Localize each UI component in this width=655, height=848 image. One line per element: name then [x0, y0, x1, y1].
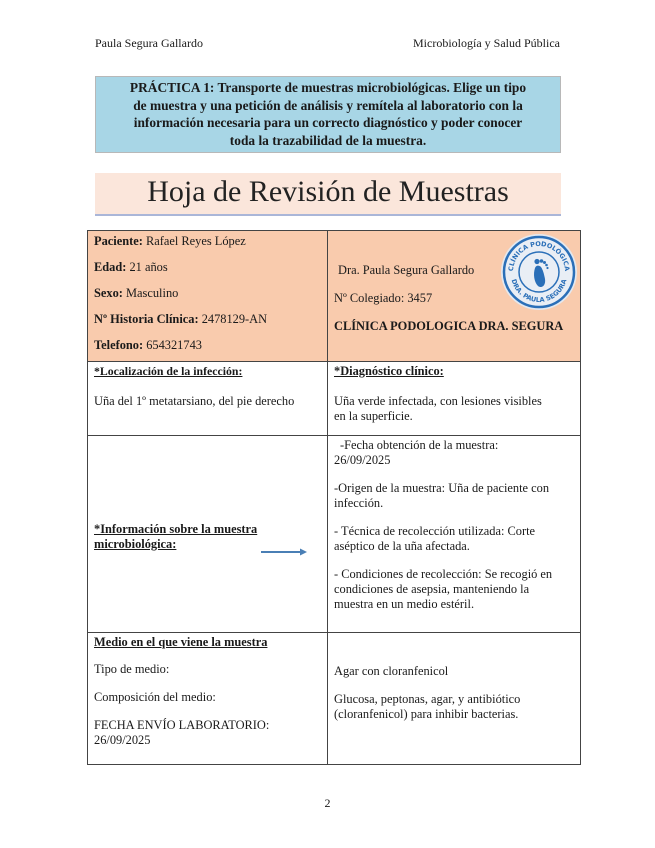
sample-origin-line: infección. — [334, 496, 384, 510]
diagnosis-line: Uña verde infectada, con lesiones visibles — [334, 394, 542, 408]
medium-values-cell — [328, 633, 581, 765]
location-value: Uña del 1º metatarsiano, del pie derecho — [94, 394, 295, 408]
page-title: Hoja de Revisión de Muestras — [147, 175, 509, 208]
colegiado-number: Nº Colegiado: 3457 — [334, 291, 433, 305]
patient-name: Rafael Reyes López — [142, 234, 246, 248]
diagnosis-cell — [328, 362, 581, 436]
clinic-cell — [328, 231, 581, 362]
sample-technique-line: - Técnica de recolección utilizada: Corte — [334, 524, 536, 538]
medium-composition-line: (cloranfenicol) para inhibir bacterias. — [334, 707, 519, 721]
medium-labels-cell — [88, 633, 328, 765]
practica-line: información necesaria para un correcto diagnóstico y poder conocer — [133, 115, 523, 130]
sex-label: Sexo: — [94, 286, 123, 300]
header-author: Paula Segura Gallardo — [95, 36, 203, 50]
sample-label-cell — [88, 436, 328, 633]
practica-line: toda la trazabilidad de la muestra. — [229, 132, 427, 148]
sample-technique-line: aséptico de la uña afectada. — [334, 539, 470, 553]
shipping-date-label: FECHA ENVÍO LABORATORIO: — [94, 718, 270, 732]
patient-name-label: Paciente: — [94, 234, 143, 248]
phone-label: Telefono: — [94, 338, 144, 352]
arrow-right-icon — [260, 547, 308, 557]
title-band — [95, 173, 561, 216]
sex-value: Masculino — [122, 286, 179, 300]
location-label: *Localización de la infección: — [94, 364, 243, 378]
medium-type-label: Tipo de medio: — [94, 662, 170, 676]
sample-label-line: *Información sobre la muestra — [94, 522, 258, 536]
age-label: Edad: — [94, 260, 127, 274]
page-number: 2 — [324, 796, 331, 810]
location-cell — [88, 362, 328, 436]
table-row — [88, 436, 581, 633]
logo-text-top: CLÍNICA PODOLÓGICA — [506, 239, 572, 272]
clinic-logo-seal — [501, 234, 577, 310]
age-value: 21 años — [126, 260, 168, 274]
patient-cell — [88, 231, 328, 362]
table-row — [88, 633, 581, 765]
clinic-logo — [501, 234, 577, 310]
phone-value: 654321743 — [143, 338, 202, 352]
medium-composition-label: Composición del medio: — [94, 690, 216, 704]
table-row — [88, 362, 581, 436]
medium-heading: Medio en el que viene la muestra — [94, 635, 268, 649]
diagnosis-line: en la superficie. — [334, 409, 413, 423]
practica-line: PRÁCTICA 1: Transporte de muestras microbiológicas. Elige un tipo — [129, 80, 527, 95]
sample-conditions-line: - Condiciones de recolección: Se recogió en — [334, 567, 553, 581]
sample-sheet-table — [87, 230, 581, 765]
sample-conditions-line: condiciones de asepsia, manteniendo la — [334, 582, 530, 596]
sample-date-value: 26/09/2025 — [334, 453, 391, 467]
medium-type-value: Agar con cloranfenicol — [334, 664, 449, 678]
doctor-name: Dra. Paula Segura Gallardo — [338, 263, 475, 277]
header-subject: Microbiología y Salud Pública — [413, 36, 560, 50]
clinic-name: CLÍNICA PODOLOGICA DRA. SEGURA — [334, 319, 564, 333]
sample-date-label: -Fecha obtención de la muestra: — [340, 438, 499, 452]
sample-origin-line: -Origen de la muestra: Uña de paciente con — [334, 481, 550, 495]
table-row — [88, 231, 581, 362]
shipping-date-value: 26/09/2025 — [94, 733, 151, 747]
diagnosis-label: *Diagnóstico clínico: — [334, 364, 444, 378]
sample-info-cell — [328, 436, 581, 633]
sample-label-line: microbiológica: — [94, 537, 177, 551]
record-value: 2478129-AN — [198, 312, 268, 326]
practica-box — [95, 76, 561, 153]
record-label: Nº Historia Clínica: — [94, 312, 199, 326]
practica-line: de muestra y una petición de análisis y remítela al laboratorio con la — [133, 97, 523, 113]
logo-text-bottom: DRA. PAULA SEGURA — [509, 278, 569, 305]
medium-composition-line: Glucosa, peptonas, agar, y antibiótico — [334, 692, 521, 706]
sample-conditions-line: muestra en un medio estéril. — [334, 597, 475, 611]
